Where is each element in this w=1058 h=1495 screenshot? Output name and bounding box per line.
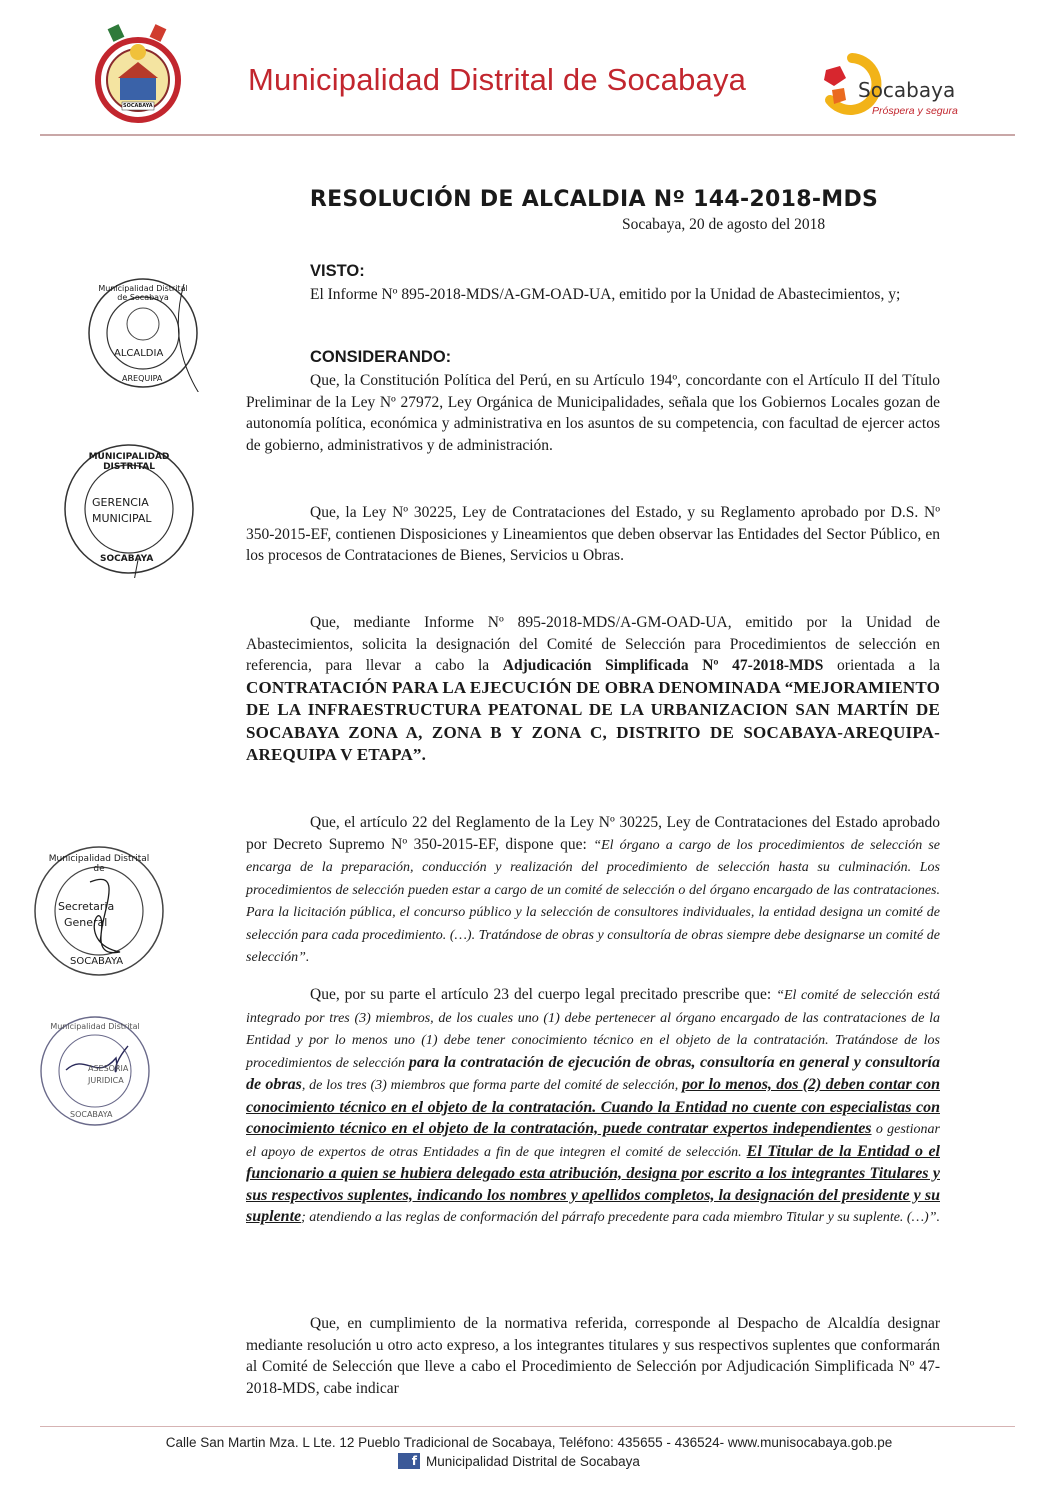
resolution-date: Socabaya, 20 de agosto del 2018 — [622, 216, 826, 233]
header-divider — [40, 134, 1015, 136]
footer-address: Calle San Martin Mza. L Lte. 12 Pueblo Tradicional de Socabaya, Teléfono: 435655 - 436524- www.munisocabaya.gob.pe — [165, 1435, 893, 1450]
stamp-asesoria-bottom: SOCABAYA — [70, 1110, 113, 1119]
paragraph-1-text: Que, la Constitución Política del Perú, en su Artículo 194º, concordante con el Artículo II del Título Preliminar de la Ley Nº 27972, Ley Orgánica de Municipalidades, señala que los Gobiernos Locales gozan de autonomía política, económica y administrativa en los asuntos de su competencia, con facultad de ejercer actos de gobierno, administrativos y de administración. — [246, 372, 940, 454]
footer-facebook — [398, 1452, 640, 1470]
paragraph-4-quote: “El órgano a cargo de los procedimientos de selección se encarga de la preparación, conducción y realización del procedimiento de selección hasta su culminación. Los procedimientos de selección pueden estar a cargo de un comité de selección o del órgano encargado de las contrataciones. Para la licitación pública, el concurso público y la selección de consultores individuales, la entidad designa un comité de selección para cada procedimiento. (…). Tratándose de obras y consultoría de obras siempre debe designarse un comité de selección”. — [246, 837, 940, 965]
stamp-alcaldia-ring: Municipalidad Distrital de Socabaya — [98, 284, 188, 302]
stamp-asesoria-center-2: JURIDICA — [88, 1076, 124, 1085]
paragraph-5-quote-3: o gestionar el apoyo de expertos de otras Entidades a fin de que integren el comité de selección. — [246, 1122, 941, 1160]
paragraph-3-procedure: Adjudicación Simplificada Nº 47-2018-MDS — [502, 657, 824, 674]
resolution-title: RESOLUCIÓN DE ALCALDIA Nº 144-2018-MDS — [309, 187, 879, 212]
paragraph-5-underlined-1: por lo menos, dos (2) deben contar con conocimiento técnico en el objeto de la contratación. Cuando la Entidad no cuente con especialistas con conocimiento técnico en el objeto de la contratación, puede contratar expertos independientes — [246, 1076, 940, 1137]
stamp-secretaria-center-2: General — [64, 916, 108, 929]
facebook-label: Municipalidad Distrital de Socabaya — [426, 1453, 640, 1469]
paragraph-3-connector: orientada a la — [823, 657, 940, 674]
stamp-secretaria — [30, 842, 168, 980]
paragraph-6-text: Que, en cumplimiento de la normativa referida, corresponde al Despacho de Alcaldía designar mediante resolución u otro acto expreso, a los integrantes titulares y sus respectivos suplentes que conformarán al Comité de Selección que lleve a cabo el Procedimiento de Selección por Adjudicación Simplificada Nº 47-2018-MDS, cabe indicar — [246, 1315, 940, 1397]
crest-caption: SOCABAYA — [123, 103, 153, 109]
header-title: Municipalidad Distrital de Socabaya — [248, 62, 747, 97]
paragraph-5-underlined-2: El Titular de la Entidad o el funcionario a quien se hubiera delegado esta atribución, designa por escrito a los integrantes Titulares y sus respectivos suplentes, indicando los nombres y apellidos completos, la designación del presidente y su suplente — [246, 1142, 940, 1225]
paragraph-1 — [246, 370, 940, 456]
paragraph-2-text: Que, la Ley Nº 30225, Ley de Contrataciones del Estado, y su Reglamento aprobado por D.S. Nº 350-2015-EF, contienen Disposiciones y Lineamientos que deben observar las Entidades del Sector Público, en los procesos de Contrataciones de Bienes, Servicios u Obras. — [246, 504, 940, 564]
paragraph-6 — [246, 1313, 940, 1399]
municipal-crest — [92, 22, 184, 126]
socabaya-logo — [818, 52, 978, 122]
stamp-secretaria-bottom: SOCABAYA — [70, 956, 124, 967]
stamp-alcaldia-center: ALCALDIA — [114, 348, 164, 359]
stamp-alcaldia-bottom: AREQUIPA — [122, 374, 163, 383]
paragraph-3 — [246, 612, 940, 767]
considerando-heading: CONSIDERANDO: — [310, 348, 452, 366]
paragraph-3-project: CONTRATACIÓN PARA LA EJECUCIÓN DE OBRA DENOMINADA “MEJORAMIENTO DE LA INFRAESTRUCTURA PEATONAL DE LA URBANIZACION SAN MARTÍN DE SOCABAYA ZONA A, ZONA B Y ZONA C, DISTRITO DE SOCABAYA-AREQUIPA-AREQUIPA V ETAPA”. — [246, 677, 940, 764]
paragraph-4-intro: Que, el artículo 22 del Reglamento de la Ley Nº 30225, Ley de Contrataciones del Estado aprobado por Decreto Supremo Nº 350-2015-EF, dispone que: — [246, 814, 940, 853]
stamp-asesoria — [36, 1012, 154, 1130]
paragraph-5-quote-2: , de los tres (3) miembros que forma parte del comité de selección, — [301, 1078, 683, 1093]
visto-text — [246, 284, 940, 306]
paragraph-5-quote-4: ; atendiendo a las reglas de conformación del párrafo precedente para cada miembro Titular y su suplente. (…)”. — [301, 1210, 940, 1225]
visto-paragraph: El Informe Nº 895-2018-MDS/A-GM-OAD-UA, emitido por la Unidad de Abastecimientos, y; — [310, 286, 901, 303]
stamp-asesoria-ring: Municipalidad Distrital — [50, 1022, 140, 1031]
stamp-gerencia — [60, 440, 198, 578]
stamp-secretaria-ring: Municipalidad Distrital de — [48, 854, 150, 874]
paragraph-5 — [246, 984, 940, 1229]
stamp-alcaldia — [84, 274, 202, 392]
paragraph-5-bold-1: para la contratación de ejecución de obras, consultoría en general y consultoría de obras — [246, 1053, 940, 1093]
stamp-asesoria-center-1: ASESORIA — [88, 1064, 129, 1073]
logo-tagline: Próspera y segura — [872, 105, 958, 117]
footer-divider — [40, 1426, 1015, 1427]
paragraph-2 — [246, 502, 940, 567]
visto-heading: VISTO: — [310, 262, 365, 280]
paragraph-3-intro: Que, mediante Informe Nº 895-2018-MDS/A-GM-OAD-UA, emitido por la Unidad de Abastecimientos, solicita la designación del Comité de Selección para Procedimientos de selección en referencia, para llevar a cabo la — [246, 614, 940, 674]
stamp-secretaria-center-1: Secretaria — [58, 900, 115, 913]
stamp-gerencia-ring: MUNICIPALIDAD DISTRITAL — [88, 452, 170, 472]
paragraph-5-intro: Que, por su parte el artículo 23 del cuerpo legal precitado prescribe que: — [310, 986, 777, 1003]
stamp-gerencia-center-1: GERENCIA — [92, 496, 149, 509]
stamp-gerencia-center-2: MUNICIPAL — [92, 512, 152, 525]
facebook-icon: f — [398, 1453, 420, 1469]
logo-name: Socabaya — [858, 78, 956, 102]
paragraph-4 — [246, 812, 940, 969]
paragraph-5-quote-1: “El comité de selección está integrado por tres (3) miembros, de los cuales uno (1) debe pertenecer al órgano encargado de las contrataciones de la Entidad y por lo menos uno (1) debe tener conocimiento técnico en el objeto de la contratación. Tratándose de los procedimientos de selección — [246, 988, 940, 1071]
stamp-gerencia-bottom: SOCABAYA — [100, 554, 154, 564]
